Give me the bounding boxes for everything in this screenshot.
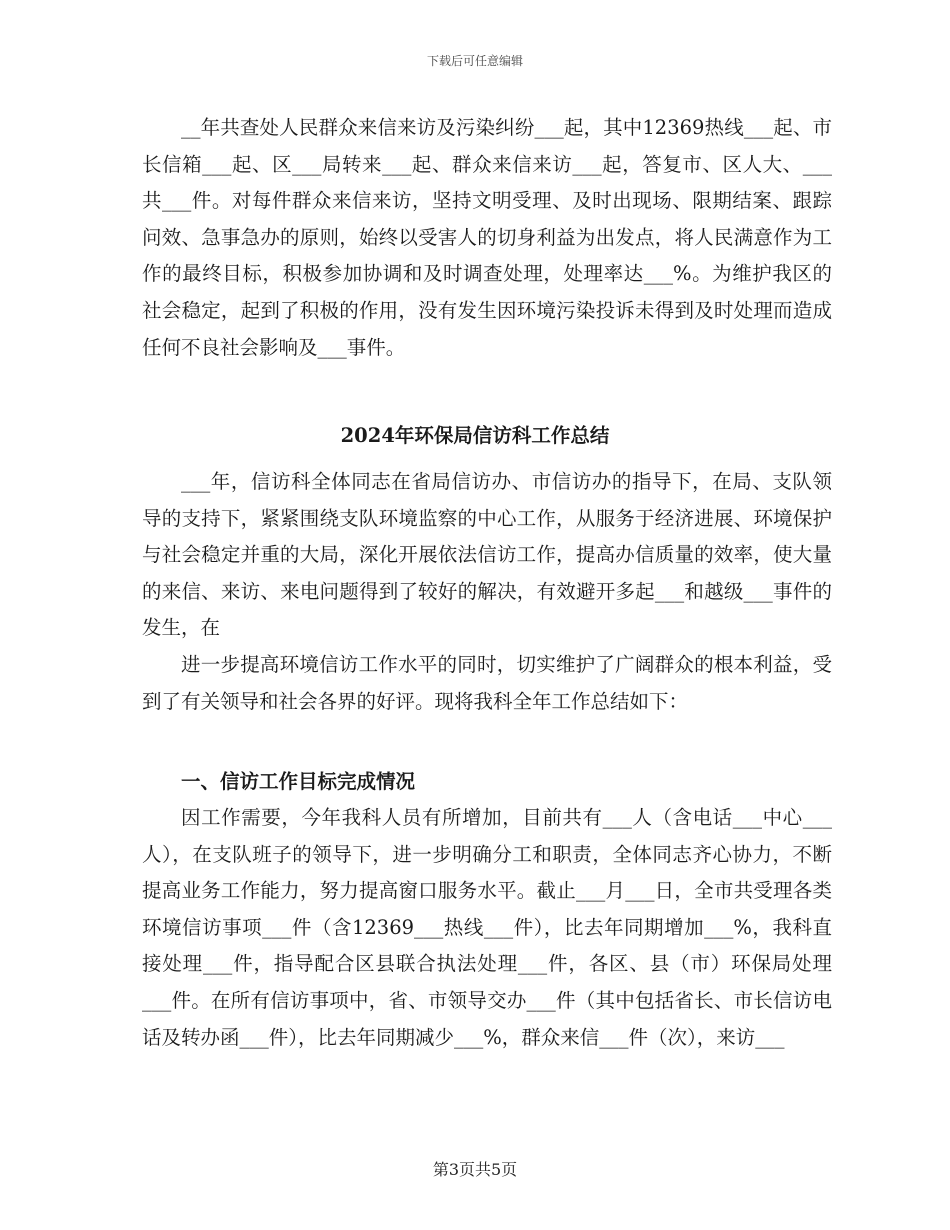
paragraph-section-one: 因工作需要，今年我科人员有所增加，目前共有___人（含电话___中心___人），在支队班子的领导下，进一步明确分工和职责，全体同志齐心协力，不断提高业务工作能力，努力提高窗口服务水平。截止___月___日，全市共受理各类环境信访事项___件（含12369___热线___件），比去年同期增加___%，我科直接处理___件，指导配合区县联合执法处理___件，各区、县（市）环保局处理___件。在所有信访事项中，省、市领导交办___件（其中包括省长、市长信访电话及转办函___件），比去年同期减少___%，群众来信___件（次），来访___	[142, 806, 832, 1049]
document-title: 2024年环保局信访科工作总结	[340, 424, 610, 447]
section-heading: 一、信访工作目标完成情况	[181, 770, 416, 793]
page-number: 第3页共5页	[432, 1160, 518, 1179]
paragraph-intro-continued: 进一步提高环境信访工作水平的同时，切实维护了广阔群众的根本利益，受到了有关领导和社会各界的好评。现将我科全年工作总结如下：	[142, 653, 832, 713]
paragraph-complaint-summary: __年共查处人民群众来信来访及污染纠纷___起，其中12369热线___起、市长信箱___起、区___局转来___起、群众来信来访___起，答复市、区人大、___共___件。对每件群众来信来访，坚持文明受理、及时出现场、限期结案、跟踪问效、急事急办的原则，始终以受害人的切身利益为出发点，将人民满意作为工作的最终目标，积极参加协调和及时调查处理，处理率达___%。为维护我区的社会稳定，起到了积极的作用，没有发生因环境污染投诉未得到及时处理而造成任何不良社会影响及___事件。	[142, 116, 832, 359]
paragraph-intro: ___年，信访科全体同志在省局信访办、市信访办的指导下，在局、支队领导的支持下，紧紧围绕支队环境监察的中心工作，从服务于经济进展、环境保护与社会稳定并重的大局，深化开展依法信访工作，提高办信质量的效率，使大量的来信、来访、来电问题得到了较好的解决，有效避开多起___和越级___事件的发生，在	[142, 470, 832, 640]
page-header-note: 下载后可任意编辑	[426, 54, 523, 68]
